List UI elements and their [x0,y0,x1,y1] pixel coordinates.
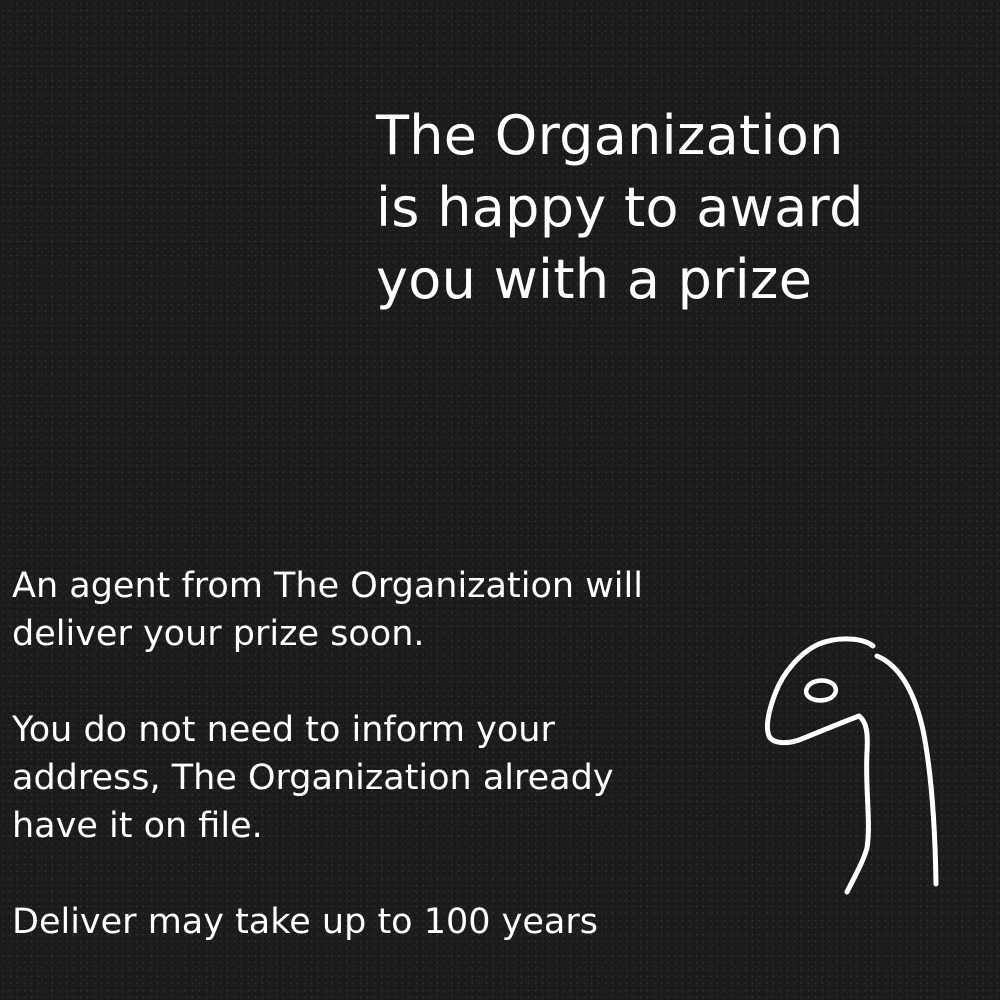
message-body [12,562,732,946]
headline-line-2: is happy to award [376,176,864,239]
creature-back-line [877,656,936,884]
headline-line-1: The Organization [376,104,844,167]
paragraph-gap [12,850,732,898]
headline-line-3: you with a prize [376,248,813,311]
message-p1-line-1: An agent from The Organization will [12,566,643,606]
message-p3-line-1: Deliver may take up to 100 years [12,902,598,942]
headline [376,100,936,316]
message-p2-line-3: have it on file. [12,806,263,846]
creature-body-outline [767,639,873,892]
message-p2-line-2: address, The Organization already [12,758,614,798]
hand-drawn-creature-icon [755,630,955,910]
paragraph-gap [12,658,732,706]
message-p1-line-2: deliver your prize soon. [12,614,425,654]
message-p2-line-1: You do not need to inform your [12,710,555,750]
creature-eye [806,681,836,701]
